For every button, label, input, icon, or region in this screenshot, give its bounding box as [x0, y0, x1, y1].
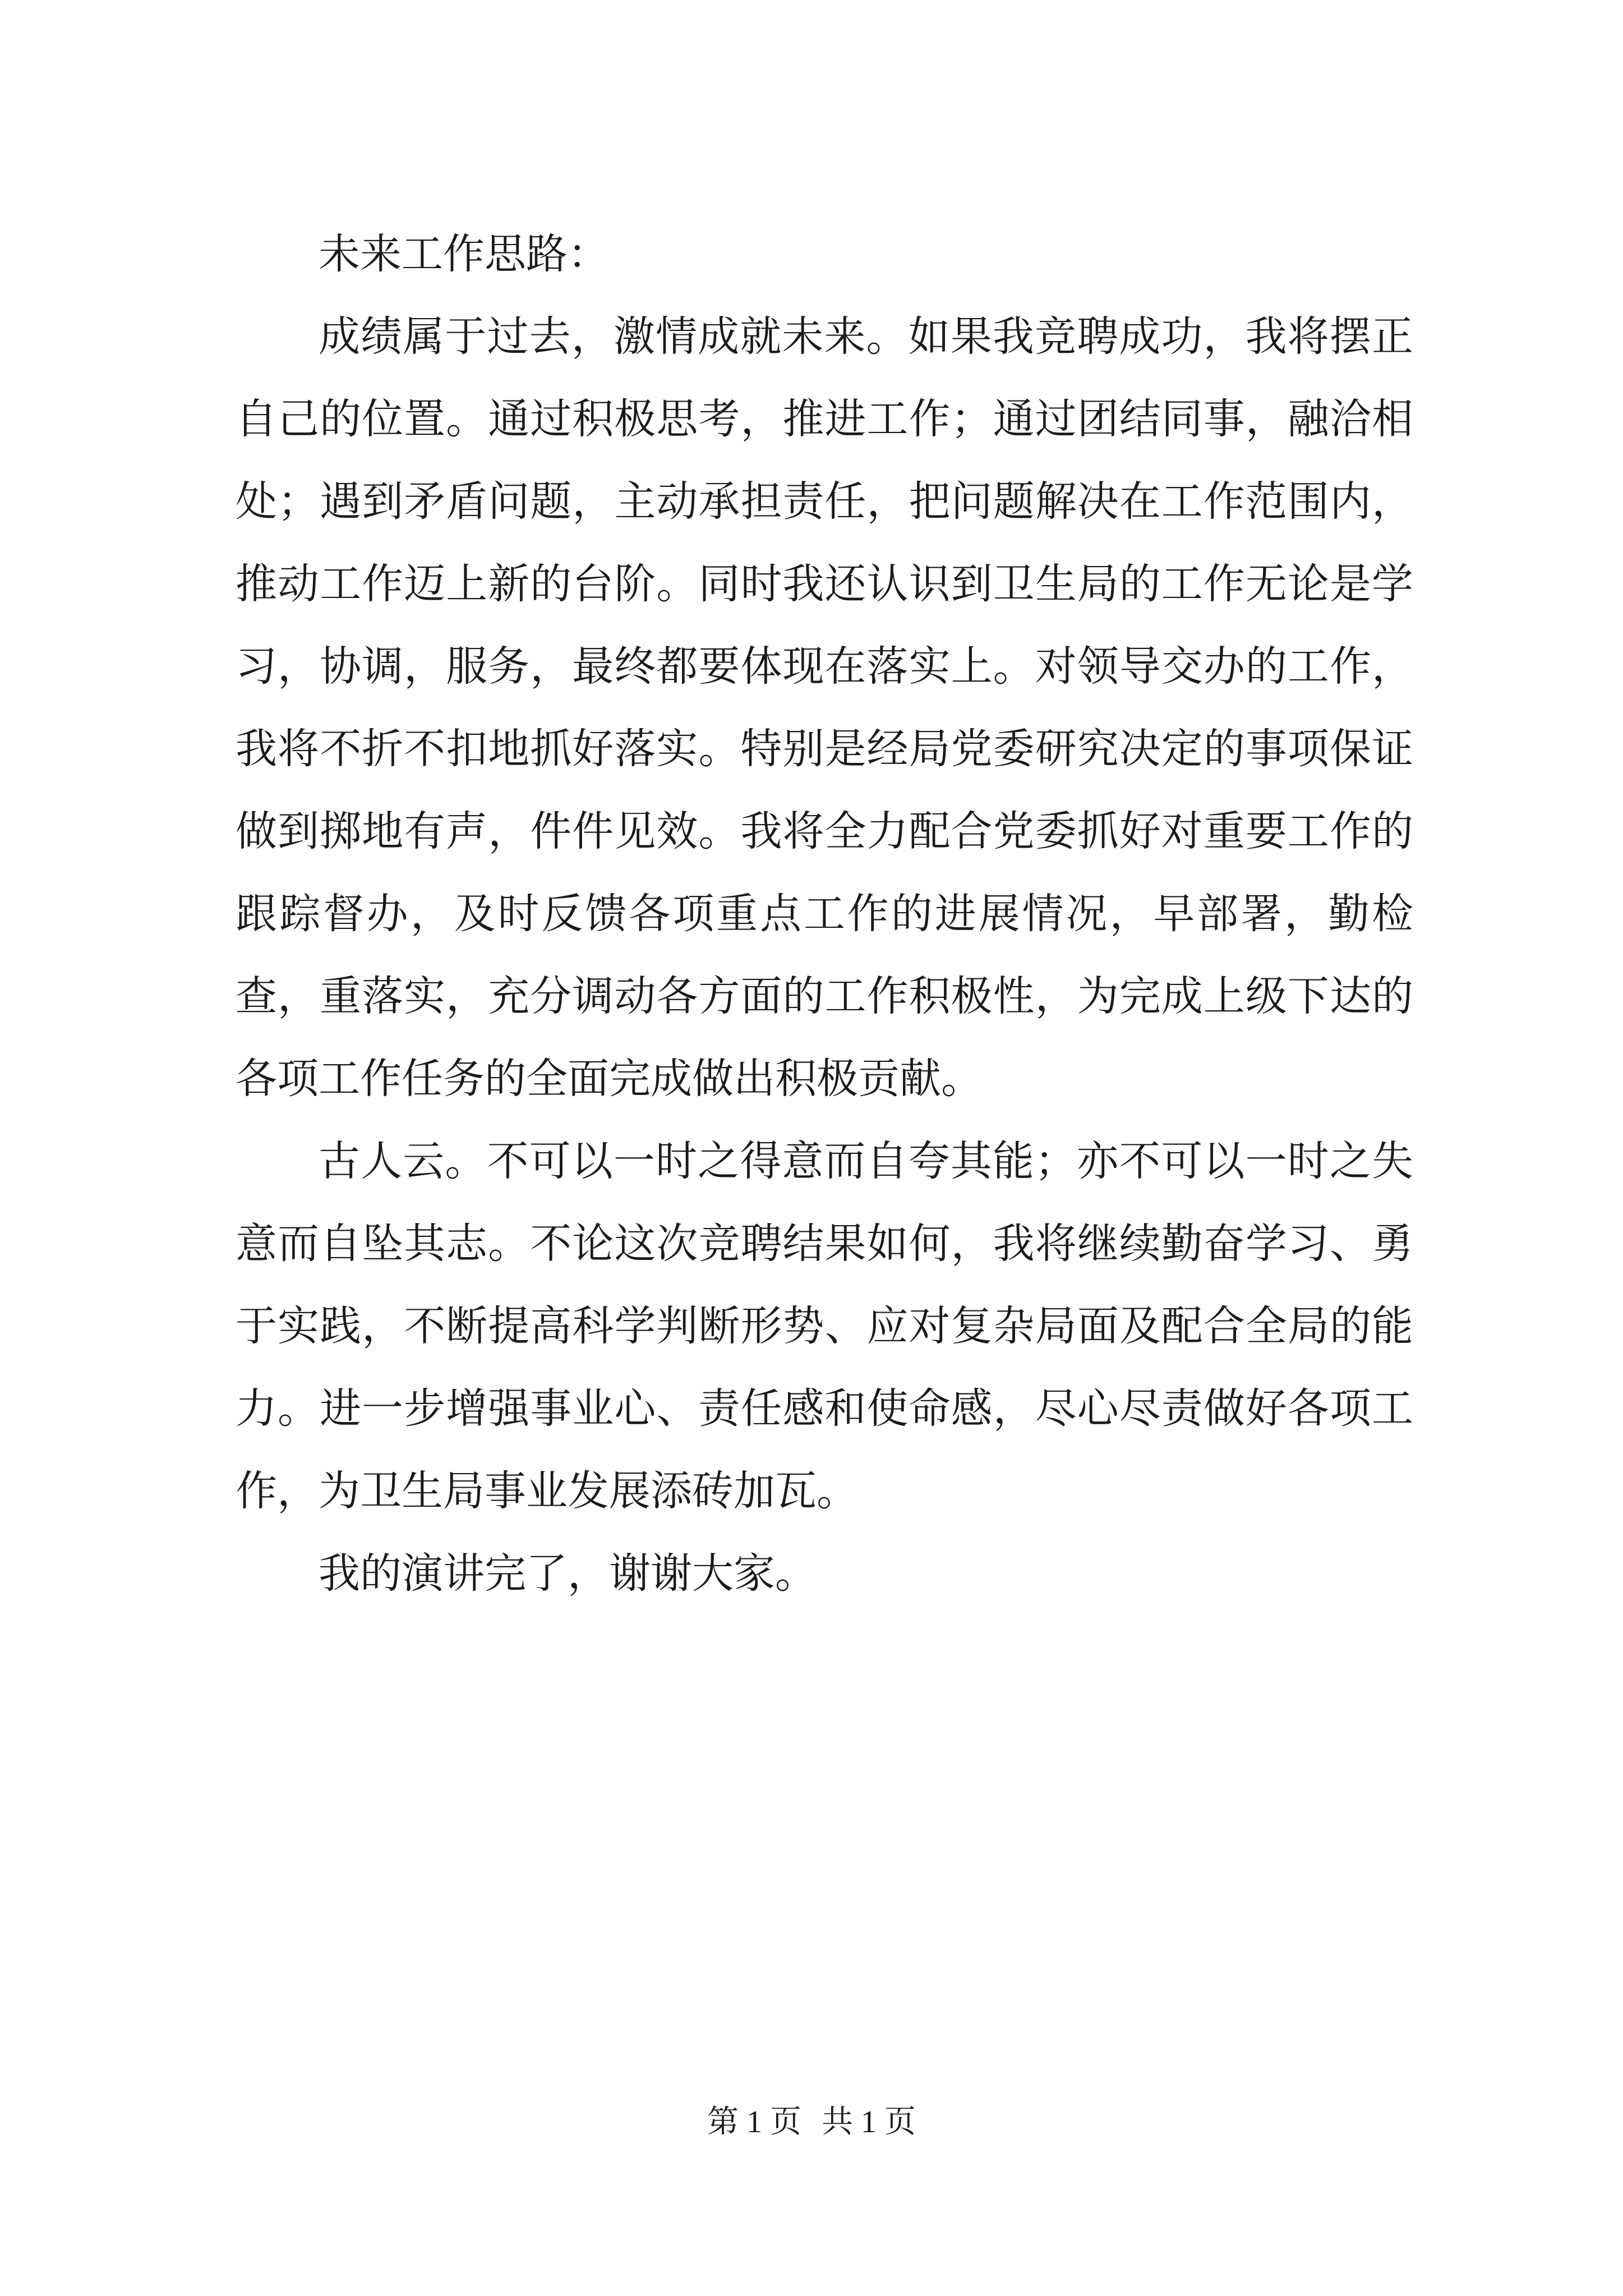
page-total: 共 1 页 — [822, 2105, 916, 2139]
paragraph-2: 古人云。不可以一时之得意而自夸其能；亦不可以一时之失意而自坠其志。不论这次竞聘结果如何，我将继续勤奋学习、勇于实践，不断提高科学判断形势、应对复杂局面及配合全局的能力。进一步增强事业心、责任感和使命感，尽心尽责做好各项工作，为卫生局事业发展添砖加瓦。 — [236, 1137, 1413, 1515]
closing-line: 我的演讲完了，谢谢大家。 — [319, 1549, 817, 1598]
document-body — [236, 213, 1413, 1615]
section-heading: 未来工作思路： — [319, 230, 609, 278]
page-footer — [0, 2102, 1623, 2142]
paragraph-1: 成绩属于过去，激情成就未来。如果我竞聘成功，我将摆正自己的位置。通过积极思考，推进工作；通过团结同事，融洽相处；遇到矛盾问题，主动承担责任，把问题解决在工作范围内，推动工作迈上新的台阶。同时我还认识到卫生局的工作无论是学习，协调，服务，最终都要体现在落实上。对领导交办的工作，我将不折不扣地抓好落实。特别是经局党委研究决定的事项保证做到掷地有声，件件见效。我将全力配合党委抓好对重要工作的跟踪督办，及时反馈各项重点工作的进展情况，早部署，勤检查，重落实，充分调动各方面的工作积极性，为完成上级下达的各项工作任务的全面完成做出积极贡献。 — [236, 312, 1413, 1103]
page-number: 第 1 页 — [707, 2105, 801, 2139]
